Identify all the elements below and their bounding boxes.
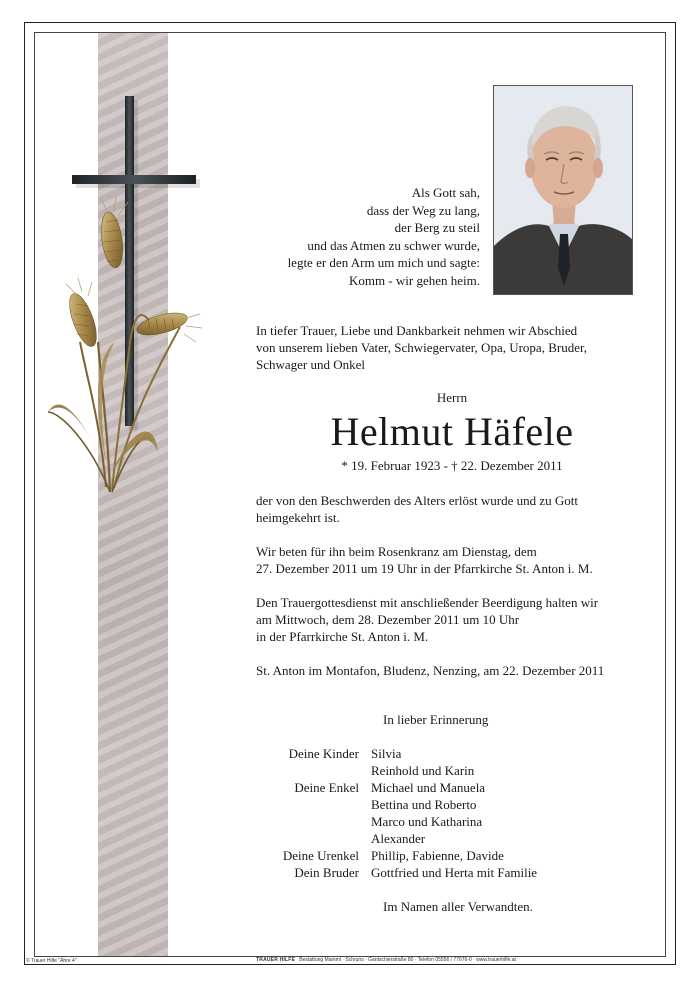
family-row bbox=[220, 779, 537, 847]
signature-heading: In lieber Erinnerung bbox=[383, 712, 489, 727]
salutation: Herrn bbox=[436, 390, 468, 405]
rosary-line: Wir beten für ihn beim Rosenkranz am Dienstag, dem bbox=[256, 544, 537, 559]
poem-line: der Berg zu steil bbox=[394, 220, 480, 236]
poem-line: Als Gott sah, bbox=[411, 185, 480, 200]
deceased-name: Helmut Häfele bbox=[330, 409, 574, 454]
family-row bbox=[220, 847, 537, 864]
portrait-photo bbox=[493, 85, 633, 295]
family-name: Alexander bbox=[371, 831, 426, 846]
family-row bbox=[220, 745, 537, 779]
funeral-paragraph bbox=[256, 594, 661, 645]
family-name: Michael und Manuela bbox=[371, 780, 486, 795]
funeral-line: am Mittwoch, dem 28. Dezember 2011 um 10 Uhr bbox=[256, 612, 520, 627]
family-list bbox=[220, 745, 537, 881]
intro-line: Schwager und Onkel bbox=[256, 357, 366, 372]
funeral-line: in der Pfarrkirche St. Anton i. M. bbox=[256, 629, 429, 644]
family-name: Silvia bbox=[371, 746, 402, 761]
family-name: Phillip, Fabienne, Davide bbox=[371, 848, 504, 863]
poem-line: dass der Weg zu lang, bbox=[366, 202, 480, 218]
poem bbox=[220, 184, 480, 290]
intro-line: von unserem lieben Vater, Schwiegervater, Opa, Uropa, Bruder, bbox=[256, 340, 588, 355]
life-dates: * 19. Februar 1923 - † 22. Dezember 2011 bbox=[341, 458, 563, 473]
footer-imprint bbox=[256, 957, 516, 963]
closing-line: Im Namen aller Verwandten. bbox=[383, 899, 533, 914]
intro-paragraph bbox=[256, 322, 661, 373]
family-name: Reinhold und Karin bbox=[371, 763, 475, 778]
family-label: Deine Enkel bbox=[294, 780, 359, 795]
rosary-line: 27. Dezember 2011 um 19 Uhr in der Pfarrkirche St. Anton i. M. bbox=[256, 561, 593, 576]
release-line: der von den Beschwerden des Alters erlöst wurde und zu Gott bbox=[256, 493, 579, 508]
poem-line: Komm - wir gehen heim. bbox=[348, 272, 480, 288]
family-label: Deine Urenkel bbox=[282, 848, 359, 863]
release-line: heimgekehrt ist. bbox=[256, 510, 340, 525]
family-label: Dein Bruder bbox=[294, 865, 359, 880]
footer-brand: TRAUER HILFE bbox=[256, 957, 296, 963]
family-name: Marco und Katharina bbox=[371, 814, 483, 829]
footer-details: Bestattung Mamml · Schruns · Gantschierstraße 80 · Telefon 05556 / 77676-0 · www.trauerhilfe.at bbox=[299, 957, 516, 963]
cross-icon bbox=[40, 92, 210, 502]
poem-line: legte er den Arm um mich und sagte: bbox=[287, 255, 480, 271]
family-row bbox=[220, 864, 537, 881]
intro-line: In tiefer Trauer, Liebe und Dankbarkeit nehmen wir Abschied bbox=[256, 323, 578, 338]
rosary-paragraph bbox=[256, 543, 661, 577]
release-paragraph bbox=[256, 492, 661, 526]
cross-with-wheat-image bbox=[40, 92, 210, 502]
copyright-note: © Trauer Hilfe "Ähre 4" bbox=[26, 958, 77, 964]
family-label: Deine Kinder bbox=[288, 746, 359, 761]
family-name: Bettina und Roberto bbox=[371, 797, 477, 812]
portrait-icon bbox=[494, 86, 633, 295]
place-date: St. Anton im Montafon, Bludenz, Nenzing, am 22. Dezember 2011 bbox=[256, 663, 605, 678]
poem-line: und das Atmen zu schwer wurde, bbox=[307, 237, 480, 253]
family-name: Gottfried und Herta mit Familie bbox=[371, 865, 538, 880]
funeral-line: Den Trauergottesdienst mit anschließender Beerdigung halten wir bbox=[256, 595, 599, 610]
